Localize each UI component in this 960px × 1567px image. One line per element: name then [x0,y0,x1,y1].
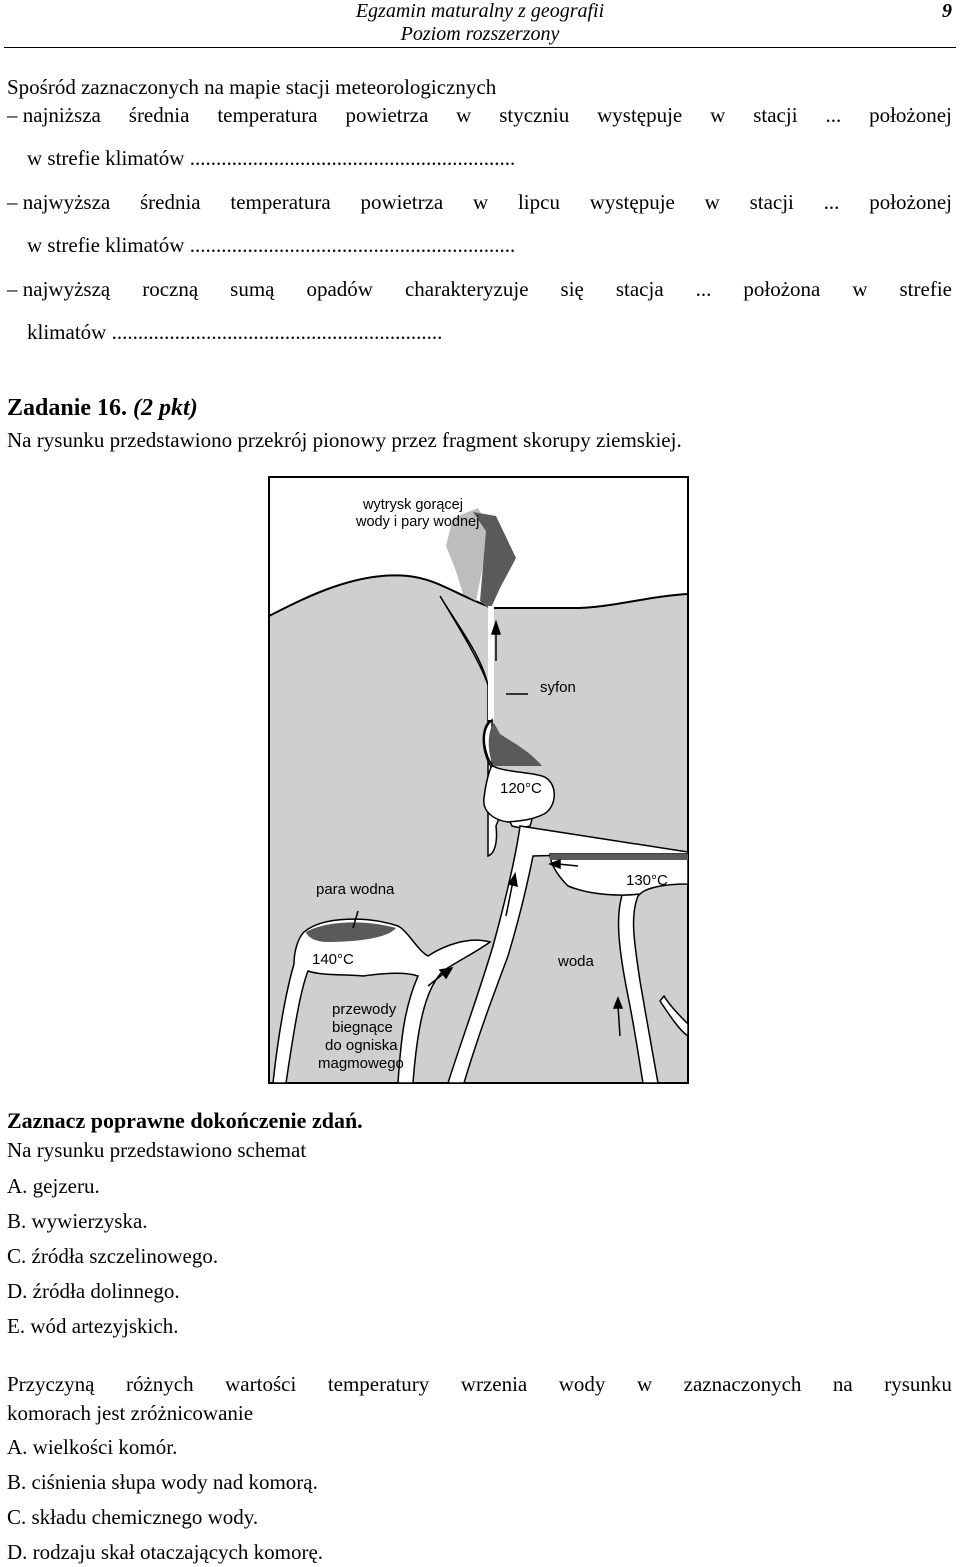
list-item-continuation: w strefie klimatów .............................................................. [27,233,516,257]
label-conduits-2: biegnące [332,1019,393,1036]
justified-word: w [636,1372,653,1396]
justified-word: roczną [142,277,199,301]
question-heading: Zaznacz poprawne dokończenie zdań. [7,1108,363,1133]
justified-word: ... [825,103,842,127]
justified-word: opadów [306,277,373,301]
list-item-1 [7,102,952,171]
question1-stem: Na rysunku przedstawiono schemat [7,1138,307,1162]
justified-word: stacji [753,103,798,127]
question2-option-d[interactable]: D. rodzaju skał otaczających komorę. [7,1540,324,1564]
label-conduits-4: magmowego [318,1055,404,1072]
justified-word: Przyczyną [7,1372,95,1396]
label-water: woda [558,953,594,970]
justified-word: temperatura [230,190,331,214]
justified-word: położonej [869,190,952,214]
label-eruption-1: wytrysk gorącej [363,497,463,513]
label-conduits-1: przewody [332,1001,397,1018]
justified-word: ... [823,190,840,214]
justified-word: wrzenia [460,1372,528,1396]
list-item-3 [7,276,952,345]
justified-word: – najniższa [7,103,101,127]
justified-word: styczniu [499,103,570,127]
justified-word: powietrza [360,190,444,214]
label-temp-120: 120°C [500,780,542,797]
label-temp-140: 140°C [312,951,354,968]
question1-option-a[interactable]: A. gejzeru. [7,1174,100,1198]
list-item-2 [7,189,952,258]
list-item-line [7,189,952,215]
question2-stem-line [7,1371,952,1397]
label-steam: para wodna [316,881,395,898]
justified-word: w [473,190,489,214]
justified-word: sumą [230,277,275,301]
justified-word: powietrza [345,103,429,127]
justified-word: strefie [899,277,952,301]
header-title: Egzamin maturalny z geografii [355,0,605,22]
page-number: 9 [942,0,952,22]
justified-word: stacja [615,277,664,301]
justified-word: na [832,1372,853,1396]
question1-option-d[interactable]: D. źródła dolinnego. [7,1279,180,1303]
justified-word: w [456,103,472,127]
justified-word: lipcu [517,190,560,214]
justified-word: w [710,103,726,127]
question2-option-c[interactable]: C. składu chemicznego wody. [7,1505,259,1529]
justified-word: położonej [869,103,952,127]
header-rule [4,47,956,48]
list-item-line [7,102,952,128]
list-item-continuation: klimatów ............................................................... [27,320,443,344]
justified-word: wartości [225,1372,297,1396]
justified-word: średnia [139,190,201,214]
justified-word: różnych [125,1372,194,1396]
justified-word: zaznaczonych [683,1372,802,1396]
task-title: Zadanie 16. [7,395,128,421]
justified-word: – najwyższą [7,277,111,301]
question2-option-b[interactable]: B. ciśnienia słupa wody nad komorą. [7,1470,318,1494]
list-item-line [7,276,952,302]
justified-word: temperatura [217,103,318,127]
justified-word: ... [695,277,712,301]
justified-word: stacji [749,190,794,214]
justified-word: charakteryzuje [404,277,529,301]
justified-word: w [852,277,868,301]
label-temp-130: 130°C [626,872,668,889]
question1-option-e[interactable]: E. wód artezyjskich. [7,1314,179,1338]
justified-word: w [704,190,720,214]
geyser-cross-section-figure [268,476,689,1084]
siphon-channel [488,606,494,720]
question2-option-a[interactable]: A. wielkości komór. [7,1435,178,1459]
label-eruption-2: wody i pary wodnej [356,514,480,530]
justified-word: występuje [589,190,675,214]
label-siphon: syfon [540,679,576,696]
justified-word: występuje [597,103,683,127]
justified-word: położona [743,277,821,301]
justified-word: – najwyższa [7,190,111,214]
justified-word: się [560,277,584,301]
label-conduits-3: do ogniska [325,1037,398,1054]
question1-option-b[interactable]: B. wywierzyska. [7,1209,148,1233]
page-header [0,0,960,50]
justified-word: średnia [128,103,190,127]
justified-word: rysunku [884,1372,952,1396]
list-item-continuation: w strefie klimatów .............................................................. [27,146,516,170]
task-description: Na rysunku przedstawiono przekrój pionowy przez fragment skorupy ziemskiej. [7,428,682,452]
justified-word: temperatury [327,1372,430,1396]
justified-word: wody [558,1372,606,1396]
question2-stem-continuation: komorach jest zróżnicowanie [7,1401,254,1425]
task-points: (2 pkt) [133,395,198,421]
steam-130 [550,854,688,860]
task-heading [7,394,198,422]
intro-text: Spośród zaznaczonych na mapie stacji meteorologicznych [7,75,497,99]
question1-option-c[interactable]: C. źródła szczelinowego. [7,1244,219,1268]
header-subtitle: Poziom rozszerzony [400,23,560,45]
